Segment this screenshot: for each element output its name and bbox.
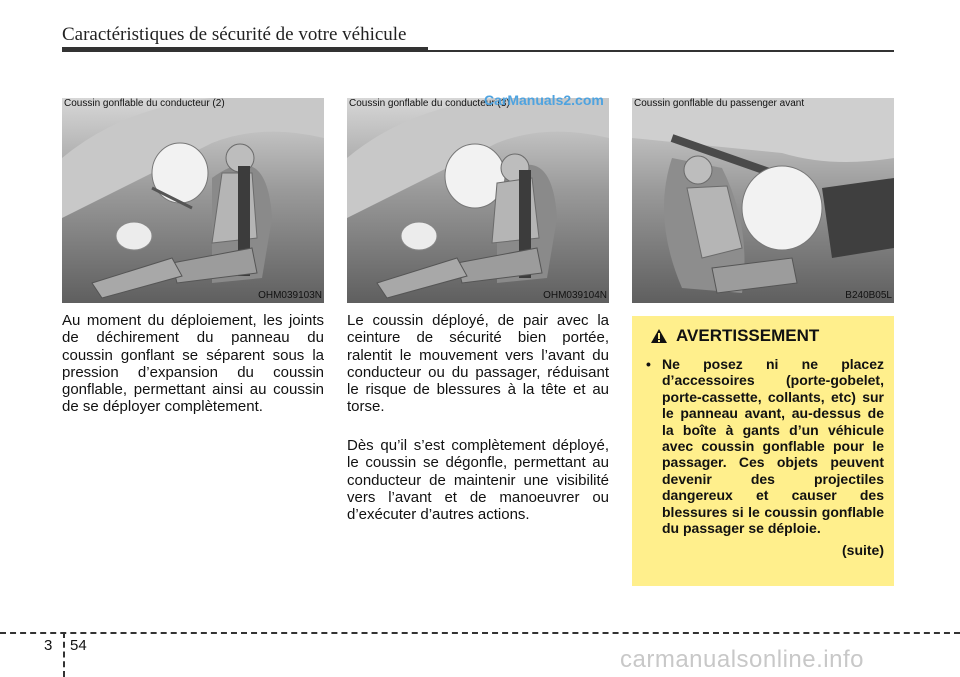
passenger-airbag-illustration [632, 98, 894, 303]
restraint-paragraph: Le coussin déployé, de pair avec la ceinture de sécurité bien portée, ralentit le mouvement vers l’avant du conducteur ou du passager, réduisant le risque de blessures à la tête et au torse. [347, 312, 609, 416]
warning-box [632, 316, 894, 586]
page-header-title: Caractéristiques de sécurité de votre véhicule [62, 24, 407, 45]
figure-3-code: B240B05L [845, 290, 892, 301]
deployment-paragraph: Au moment du déploiement, les joints de déchirement du panneau du coussin gonflant se séparent sous la pression d’expansion du coussin gonflable, permettant ainsi au coussin de se déployer complètement. [62, 312, 324, 416]
driver-airbag-illustration-2 [347, 98, 609, 303]
warning-continued: (suite) [842, 542, 884, 559]
figure-2-caption: Coussin gonflable du conducteur (3) [349, 98, 510, 109]
page-number: 54 [70, 637, 87, 654]
driver-airbag-figure-1 [62, 98, 324, 303]
figure-1-code: OHM039103N [258, 290, 322, 301]
warning-list [642, 356, 884, 536]
watermark-bottom: carmanualsonline.info [620, 646, 864, 673]
figure-3-caption: Coussin gonflable du passenger avant [634, 98, 805, 109]
driver-airbag-illustration-1 [62, 98, 324, 303]
section-number: 3 [44, 637, 53, 654]
header-rule-accent [62, 47, 428, 52]
warning-item: • Ne posez ni ne placez d’accessoires (porte-gobelet, porte-cassette, collants, etc) sur le panneau avant, au-dessus de la boîte à gants d’un véhicule avec coussin gonflable pour le passager. Ces objets peuvent devenir des projectiles dangereux et causer des blessures si le coussin gonflable du passager se déploie. [642, 356, 884, 536]
warning-triangle-icon [650, 328, 668, 344]
warning-header [650, 326, 884, 346]
warning-title: AVERTISSEMENT [676, 326, 820, 345]
watermark-top: CarManuals2.com [484, 92, 604, 108]
figure-2-code: OHM039104N [543, 290, 607, 301]
deflation-paragraph: Dès qu’il s’est complètement déployé, le coussin se dégonfle, permettant au conducteur de maintenir une visibilité vers l’avant et de manoeuvrer ou d’exécuter d’autres actions. [347, 437, 609, 524]
footer-rule [0, 632, 960, 634]
footer-divider [63, 632, 65, 677]
passenger-airbag-figure [632, 98, 894, 303]
driver-airbag-figure-2 [347, 98, 609, 303]
figure-1-caption: Coussin gonflable du conducteur (2) [64, 98, 225, 109]
